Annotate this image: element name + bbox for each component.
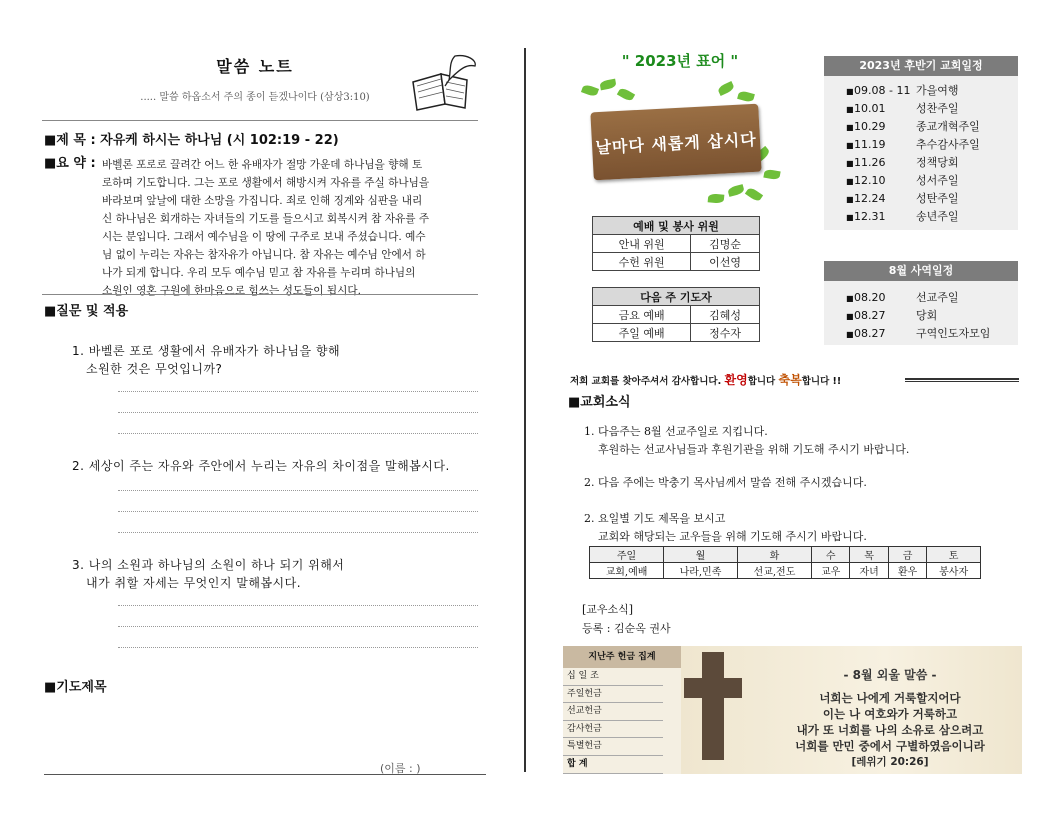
leaf-icon <box>737 90 755 103</box>
schedule-event: 성서주일 <box>916 174 959 187</box>
committee-role: 안내 위원 <box>593 235 691 253</box>
answer-line <box>118 626 478 627</box>
weekday-header: 금 <box>888 547 926 563</box>
sermon-title: ■제 목 : 자유케 하시는 하나님 (시 102:19 - 22) <box>44 133 339 148</box>
page-title: 말씀 노트 <box>216 57 294 76</box>
mission-item <box>824 325 1018 343</box>
question-text: 소원한 것은 무엇입니까? <box>86 362 223 376</box>
mission-item <box>824 307 1018 325</box>
motto-year: " 2023년 표어 " <box>621 52 739 70</box>
prayer-leader: 김혜성 <box>691 306 760 324</box>
schedule-item <box>824 190 1018 208</box>
committee-title: 예배 및 봉사 위원 <box>593 217 760 235</box>
bullet-icon: ■ <box>846 213 854 222</box>
qa-heading: ■질문 및 적용 <box>44 304 129 319</box>
leaf-icon <box>745 186 763 203</box>
question-text: 1. 바벨론 포로 생활에서 유배자가 하나님을 향해 <box>72 344 341 358</box>
member-news-line: 등록 : 김순옥 권사 <box>582 622 671 635</box>
schedule-title: 2023년 후반기 교회일정 <box>824 56 1018 76</box>
bullet-icon: ■ <box>846 123 854 132</box>
weekday-header: 목 <box>850 547 888 563</box>
verse-line: 너희는 나에게 거룩할지어다 <box>819 691 961 705</box>
welcome-suffix: 합니다 !! <box>801 376 842 387</box>
verse-line: 내가 또 너희를 나의 소유로 삼으려고 <box>796 723 984 737</box>
news-text: 2. 요일별 기도 제목을 보시고 <box>584 512 726 525</box>
bullet-icon: ■ <box>846 87 854 96</box>
bullet-icon: ■ <box>846 195 854 204</box>
prayer-topic: 나라,민족 <box>663 563 737 579</box>
schedule-item <box>824 118 1018 136</box>
bullet-icon: ■ <box>846 105 854 114</box>
question-3 <box>72 556 344 592</box>
question-text: 3. 나의 소원과 하나님의 소원이 하나 되기 위해서 <box>72 558 345 572</box>
verse-reference: [레위기 20:26] <box>851 756 929 768</box>
offering-title: 지난주 헌금 집계 <box>563 646 681 668</box>
page-subtitle: ..... 말씀 하옵소서 주의 종이 듣겠나이다 (삼상3:10) <box>140 92 370 103</box>
committee-role: 수헌 위원 <box>593 253 691 271</box>
leaf-icon <box>708 193 725 203</box>
leaf-icon <box>581 84 599 98</box>
weekly-prayer-table <box>589 546 981 579</box>
bullet-icon: ■ <box>846 330 854 339</box>
mission-event: 당회 <box>916 309 938 322</box>
offering-total: 합 계 <box>563 756 663 774</box>
verse-line: 너희를 만민 중에서 구별하였음이니라 <box>795 739 985 753</box>
summary-line: 바라보며 앞날에 대한 소망을 가집니다. 죄로 인해 징계와 심판을 내리 <box>102 195 423 207</box>
schedule-item <box>824 154 1018 172</box>
church-schedule <box>824 56 1018 230</box>
bullet-icon: ■ <box>846 177 854 186</box>
answer-line <box>118 605 478 606</box>
weekday-header: 토 <box>927 547 981 563</box>
mission-event: 선교주일 <box>916 291 959 304</box>
prayer-leader: 정수자 <box>691 324 760 342</box>
committee-name: 김명순 <box>691 235 760 253</box>
summary-line: 소원인 영혼 구원에 한마음으로 힘쓰는 성도들이 됩시다. <box>102 285 361 297</box>
blessing-word: 축복 <box>778 373 802 387</box>
leaf-icon <box>717 81 735 96</box>
question-1 <box>72 342 340 378</box>
schedule-date: 10.01 <box>854 102 886 115</box>
mission-item <box>824 289 1018 307</box>
schedule-event: 성찬주일 <box>916 102 959 115</box>
cross-icon-bar <box>684 678 742 698</box>
summary-line: 신 하나님은 회개하는 자녀들의 기도를 들으시고 회복시켜 참 자유를 주 <box>102 213 430 225</box>
schedule-event: 추수감사주일 <box>916 138 980 151</box>
weekday-header: 주일 <box>590 547 664 563</box>
welcome-word: 환영 <box>724 373 748 387</box>
welcome-prefix: 저희 교회를 찾아주셔서 감사합니다. <box>570 376 722 387</box>
mission-schedule <box>824 261 1018 345</box>
schedule-date: 12.31 <box>854 210 886 223</box>
cross-icon <box>702 652 724 760</box>
bible-quill-icon <box>405 52 480 112</box>
weekday-header: 수 <box>811 547 849 563</box>
mission-event: 구역인도자모임 <box>916 327 991 340</box>
mission-date: 08.27 <box>854 327 886 340</box>
news-item-3 <box>584 510 867 546</box>
prayer-leaders-title: 다음 주 기도자 <box>593 288 760 306</box>
weekday-header: 화 <box>737 547 811 563</box>
schedule-item <box>824 82 1018 100</box>
bullet-icon: ■ <box>846 159 854 168</box>
summary-line: 바벨론 포로로 끌려간 어느 한 유배자가 절망 가운데 하나님을 향해 토 <box>102 159 423 171</box>
prayer-service: 금요 예배 <box>593 306 691 324</box>
question-2: 2. 세상이 주는 자유와 주안에서 누리는 자유의 차이점을 말해봅시다. <box>72 459 450 473</box>
sermon-summary <box>102 156 474 300</box>
news-item-1 <box>584 423 909 459</box>
question-text: 내가 취할 자세는 무엇인지 말해봅시다. <box>86 576 302 590</box>
answer-line <box>118 647 478 648</box>
news-heading: ■교회소식 <box>568 395 631 410</box>
verse-line: 이는 나 여호와가 거룩하고 <box>822 707 958 721</box>
summary-line: 시는 분입니다. 그래서 예수님을 이 땅에 구주로 보내 주셨습니다. 예수 <box>102 231 426 243</box>
bullet-icon: ■ <box>846 294 854 303</box>
prayer-topic: 교회,예배 <box>590 563 664 579</box>
schedule-date: 11.26 <box>854 156 886 169</box>
mission-date: 08.27 <box>854 309 886 322</box>
offering-item: 특별헌금 <box>563 738 663 756</box>
prayer-topic: 교우 <box>811 563 849 579</box>
summary-line: 로하며 기도합니다. 그는 포로 생활에서 해방시켜 자유를 주실 하나님을 <box>102 177 430 189</box>
motto-sign <box>590 104 761 181</box>
answer-line <box>118 490 478 491</box>
member-news-title: [교우소식] <box>582 603 634 616</box>
prayer-topic: 환우 <box>888 563 926 579</box>
prayer-topic: 자녀 <box>850 563 888 579</box>
bullet-icon: ■ <box>846 141 854 150</box>
welcome-underline <box>905 378 1019 382</box>
schedule-date: 11.19 <box>854 138 886 151</box>
schedule-event: 가을여행 <box>916 84 959 97</box>
welcome-mid: 합니다 <box>747 376 776 387</box>
page-divider <box>524 48 526 772</box>
schedule-event: 종교개혁주일 <box>916 120 980 133</box>
news-text: 1. 다음주는 8월 선교주일로 지킵니다. <box>584 425 768 438</box>
verse-title: - 8월 외울 말씀 - <box>843 668 937 682</box>
schedule-date: 09.08 - 11 <box>854 84 911 97</box>
answer-line <box>118 511 478 512</box>
committee-table <box>592 216 760 271</box>
bullet-icon: ■ <box>846 312 854 321</box>
offering-item: 십 일 조 <box>563 668 663 686</box>
news-text: 교회와 해당되는 교우들을 위해 기도해 주시기 바랍니다. <box>598 530 867 543</box>
header-divider <box>42 120 478 121</box>
schedule-event: 정책당회 <box>916 156 959 169</box>
prayer-topic: 봉사자 <box>927 563 981 579</box>
answer-line <box>118 391 478 392</box>
motto-text: 날마다 새롭게 삽시다 <box>595 129 758 157</box>
news-item-2: 2. 다음 주에는 박충기 목사님께서 말씀 전해 주시겠습니다. <box>584 476 867 489</box>
prayer-leaders-table <box>592 287 760 342</box>
offering-summary <box>563 646 681 774</box>
schedule-event: 송년주일 <box>916 210 959 223</box>
summary-divider <box>42 294 478 295</box>
offering-item: 선교헌금 <box>563 703 663 721</box>
summary-line: 님 없이 누리는 자유는 참자유가 아닙니다. 참 자유는 예수님 안에서 하 <box>102 249 426 261</box>
schedule-item <box>824 100 1018 118</box>
schedule-event: 성탄주일 <box>916 192 959 205</box>
schedule-date: 10.29 <box>854 120 886 133</box>
answer-line <box>118 412 478 413</box>
prayer-service: 주일 예배 <box>593 324 691 342</box>
leaf-icon <box>599 79 616 91</box>
leaf-icon <box>617 87 635 103</box>
prayer-heading: ■기도제목 <box>44 680 107 695</box>
answer-line <box>118 532 478 533</box>
weekday-header: 월 <box>663 547 737 563</box>
mission-date: 08.20 <box>854 291 886 304</box>
news-text: 후원하는 선교사님들과 후원기관을 위해 기도해 주시기 바랍니다. <box>598 443 910 456</box>
committee-name: 이선영 <box>691 253 760 271</box>
schedule-item <box>824 172 1018 190</box>
footer-divider <box>44 774 486 775</box>
member-news <box>582 600 671 638</box>
schedule-date: 12.24 <box>854 192 886 205</box>
schedule-item <box>824 208 1018 226</box>
schedule-date: 12.10 <box>854 174 886 187</box>
summary-line: 나가 되게 합니다. 우리 모두 예수님 믿고 참 자유를 누리며 하나님의 <box>102 267 416 279</box>
offering-item: 감사헌금 <box>563 721 663 739</box>
prayer-topic: 선교,전도 <box>737 563 811 579</box>
schedule-item <box>824 136 1018 154</box>
name-field[interactable]: (이름 : ) <box>380 762 421 775</box>
offering-item: 주일헌금 <box>563 686 663 704</box>
mission-title: 8월 사역일정 <box>824 261 1018 281</box>
summary-label: ■요 약 : <box>44 156 96 171</box>
leaf-icon <box>763 169 780 181</box>
leaf-icon <box>727 184 745 197</box>
answer-line <box>118 433 478 434</box>
